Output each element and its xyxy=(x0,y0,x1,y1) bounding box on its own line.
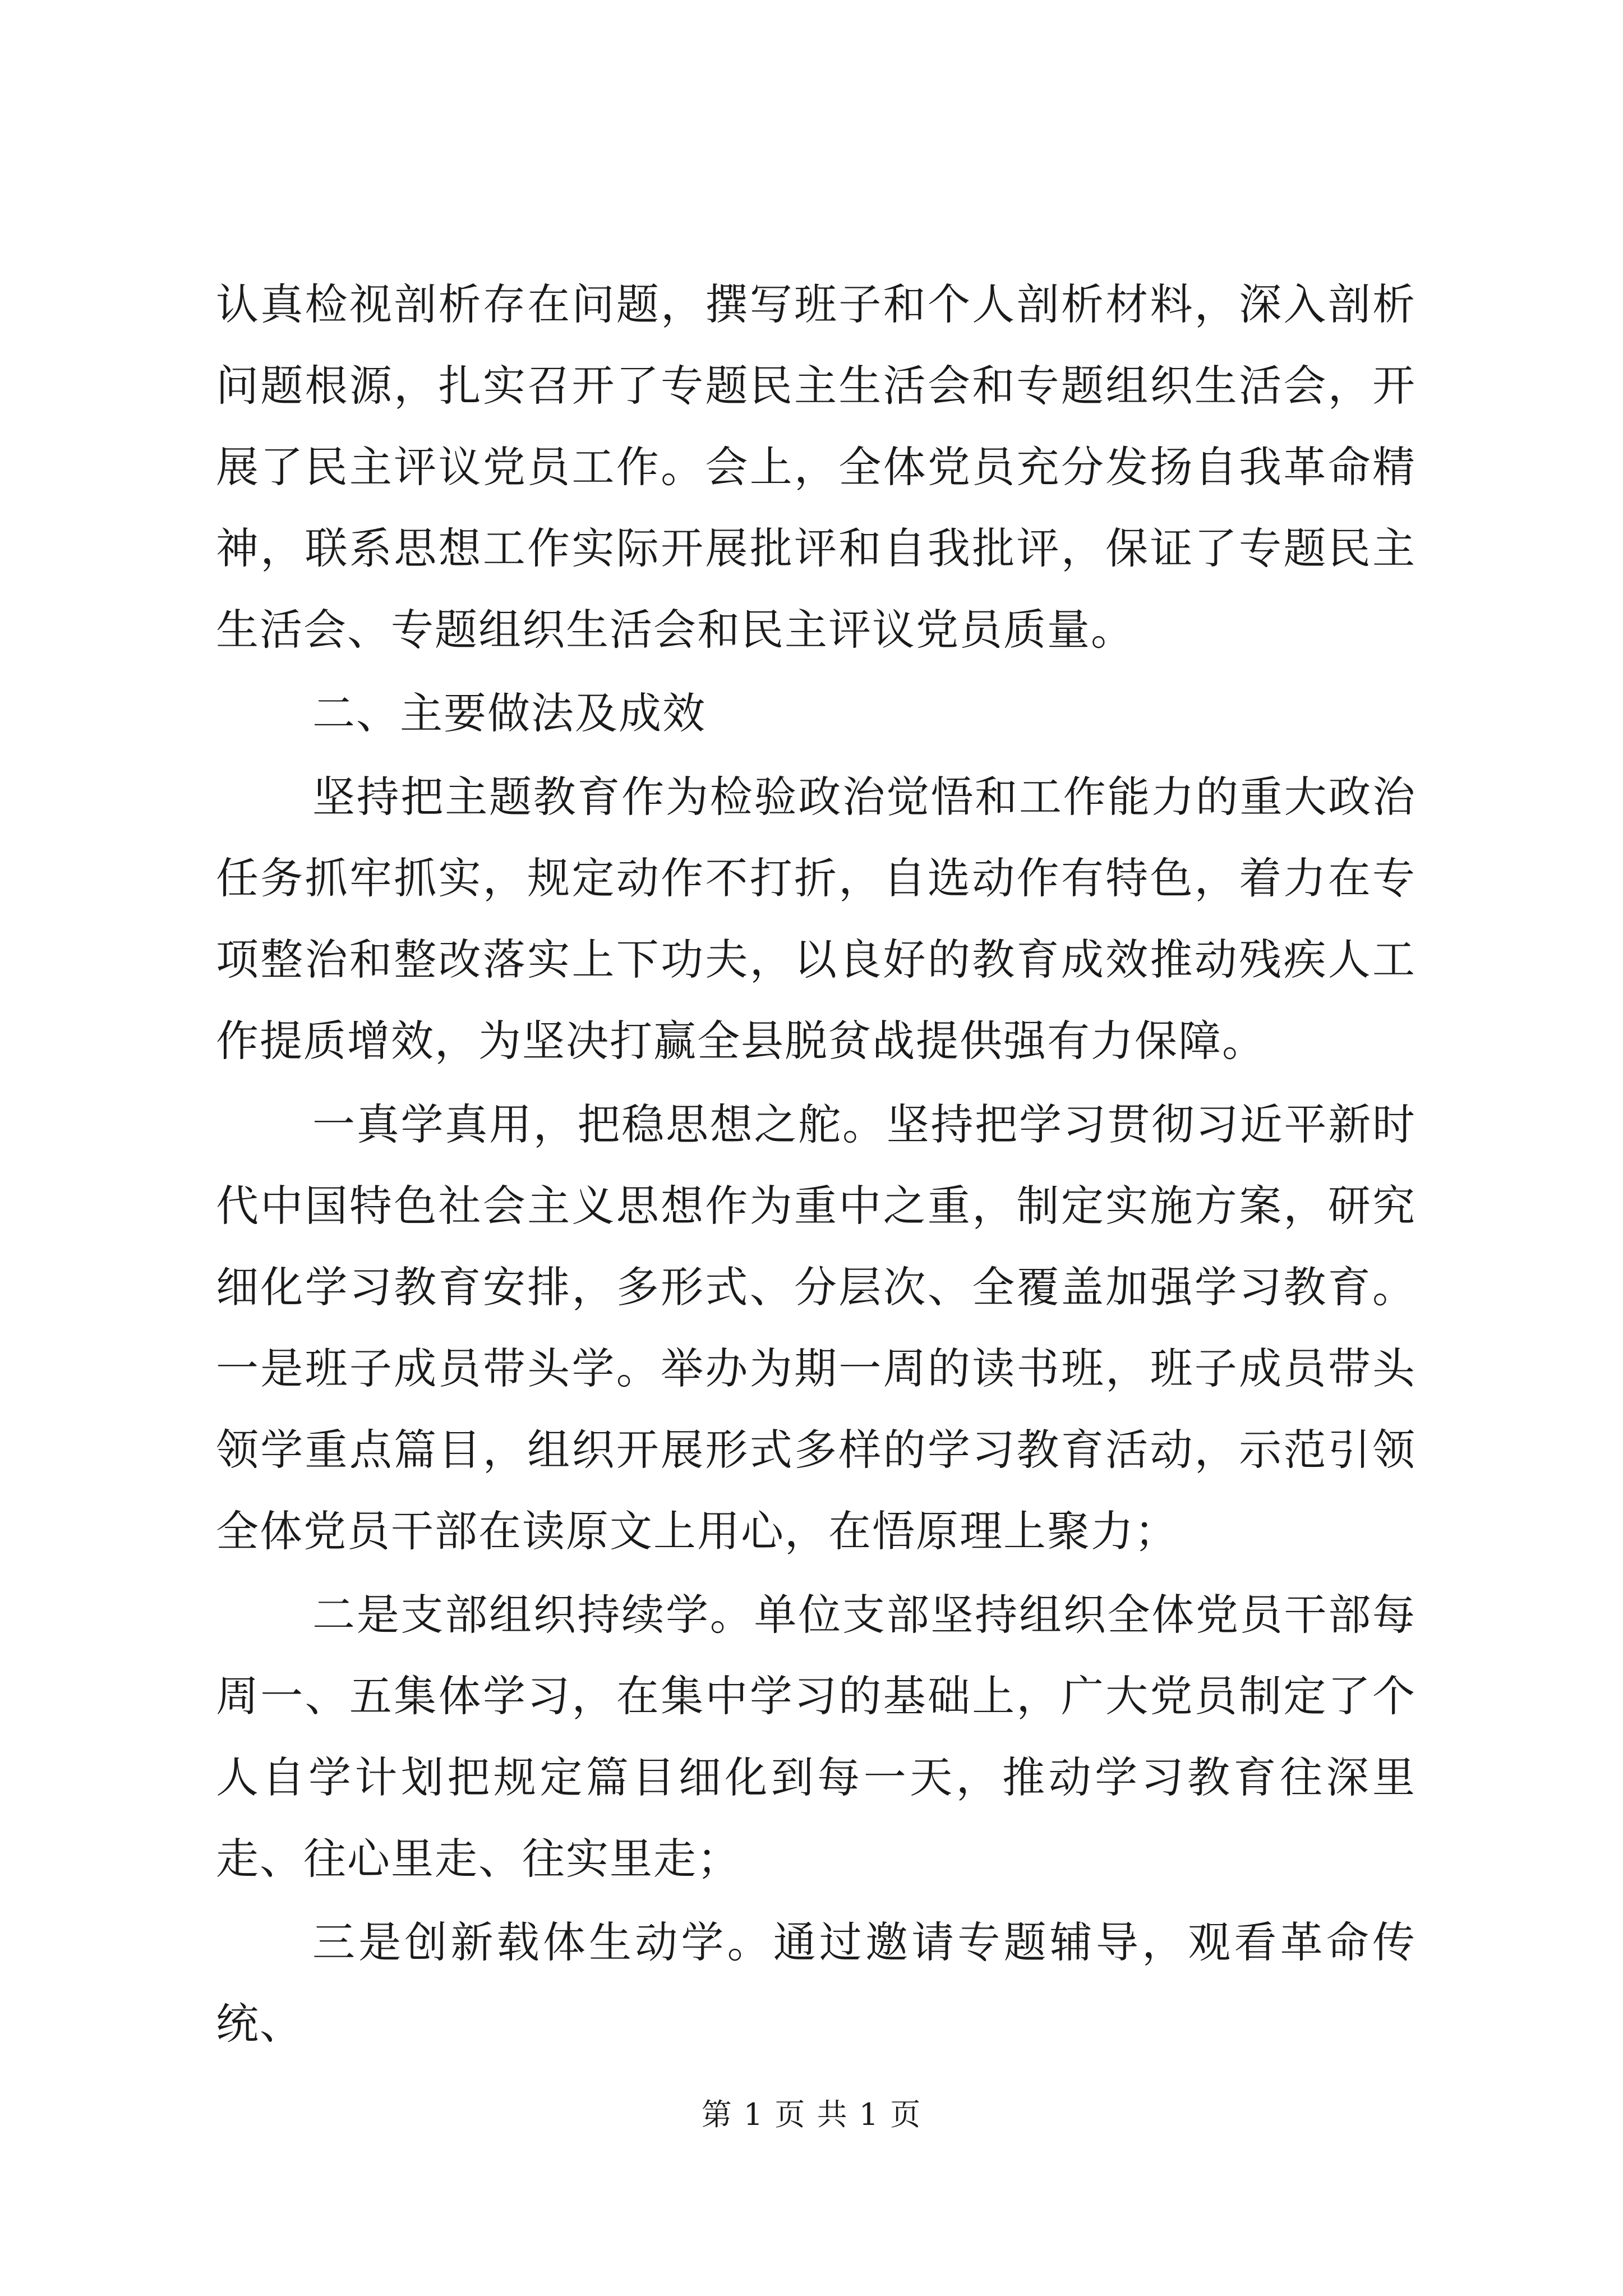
paragraph-3: 一真学真用，把稳思想之舵。坚持把学习贯彻习近平新时代中国特色社会主义思想作为重中之重，制定实施方案，研究细化学习教育安排，多形式、分层次、全覆盖加强学习教育。一是班子成员带头学。举办为期一周的读书班，班子成员带头领学重点篇目，组织开展形式多样的学习教育活动，示范引领全体党员干部在读原文上用心，在悟原理上聚力； xyxy=(216,1099,1416,1556)
paragraph-5: 三是创新载体生动学。通过邀请专题辅导，观看革命传统、 xyxy=(216,1917,1416,2049)
section-heading: 二、主要做法及成效 xyxy=(312,688,706,738)
page-footer: 第 1 页 共 1 页 xyxy=(701,2097,922,2132)
paragraph-2: 坚持把主题教育作为检验政治觉悟和工作能力的重大政治任务抓牢抓实，规定动作不打折，自选动作有特色，着力在专项整治和整改落实上下功夫，以良好的教育成效推动残疾人工作提质增效，为坚决打赢全县脱贫战提供强有力保障。 xyxy=(216,772,1416,1066)
paragraph-4: 二是支部组织持续学。单位支部坚持组织全体党员干部每周一、五集体学习，在集中学习的基础上，广大党员制定了个人自学计划把规定篇目细化到每一天，推动学习教育往深里走、往心里走、往实里走； xyxy=(216,1590,1416,1884)
document-body xyxy=(216,264,1416,2064)
paragraph-1: 认真检视剖析存在问题，撰写班子和个人剖析材料，深入剖析问题根源，扎实召开了专题民主生活会和专题组织生活会，开展了民主评议党员工作。会上，全体党员充分发扬自我革命精神，联系思想工作实际开展批评和自我批评，保证了专题民主生活会、专题组织生活会和民主评议党员质量。 xyxy=(216,279,1416,655)
